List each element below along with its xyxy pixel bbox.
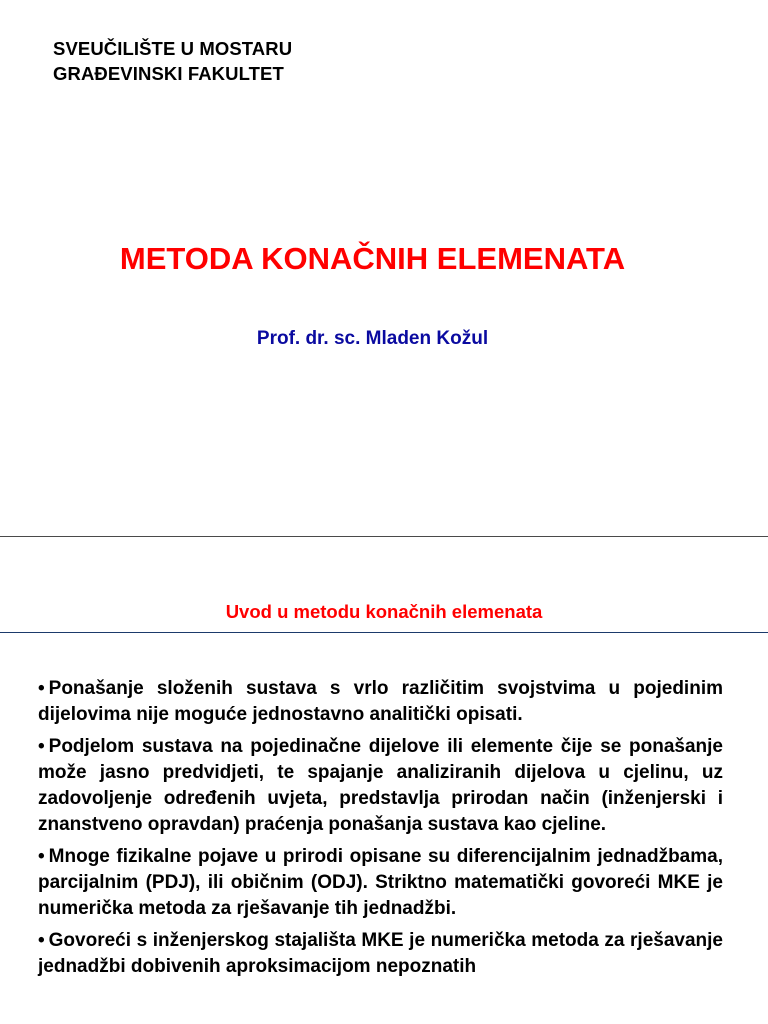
bullet-item xyxy=(38,844,723,922)
presentation-title: METODA KONAČNIH ELEMENATA xyxy=(119,241,626,276)
bullet-dot-icon: • xyxy=(38,846,45,867)
university-name: SVEUČILIŠTE U MOSTARU xyxy=(53,38,293,59)
title-divider xyxy=(0,632,768,633)
bullet-text: Mnoge fizikalne pojave u prirodi opisane su diferencijalnim jednadžbama, parcijalnim (PDJ), ili običnim (ODJ). Striktno matematički govoreći MKE je numerička metoda za rješavanje tih jednadžbi. xyxy=(38,846,723,919)
bullet-text: Govoreći s inženjerskog stajališta MKE je numerička metoda za rješavanje jednadžbi dobivenih aproksimacijom nepoznatih xyxy=(38,930,723,977)
institution-name xyxy=(53,36,292,86)
bullet-item xyxy=(38,676,723,728)
faculty-name: GRAĐEVINSKI FAKULTET xyxy=(53,63,284,84)
bullet-dot-icon: • xyxy=(38,930,45,951)
bullet-dot-icon: • xyxy=(38,678,45,699)
content-slide xyxy=(0,537,768,1024)
bullet-list xyxy=(38,676,723,986)
section-title: Uvod u metodu konačnih elemenata xyxy=(225,601,543,622)
bullet-text: Podjelom sustava na pojedinačne dijelove ili elemente čije se ponašanje može jasno predvidjeti, te spajanje analiziranih dijelova u cjelinu, uz zadovoljenje određenih uvjeta, predstavlja prirodan način (inženjerski i znanstveno opravdan) praćenja ponašanja sustava kao cjeline. xyxy=(38,736,723,835)
bullet-item xyxy=(38,928,723,980)
author-name: Prof. dr. sc. Mladen Kožul xyxy=(256,328,489,349)
bullet-item xyxy=(38,734,723,838)
bullet-dot-icon: • xyxy=(38,736,45,757)
bullet-text: Ponašanje složenih sustava s vrlo različitim svojstvima u pojedinim dijelovima nije moguće jednostavno analitički opisati. xyxy=(38,678,723,725)
